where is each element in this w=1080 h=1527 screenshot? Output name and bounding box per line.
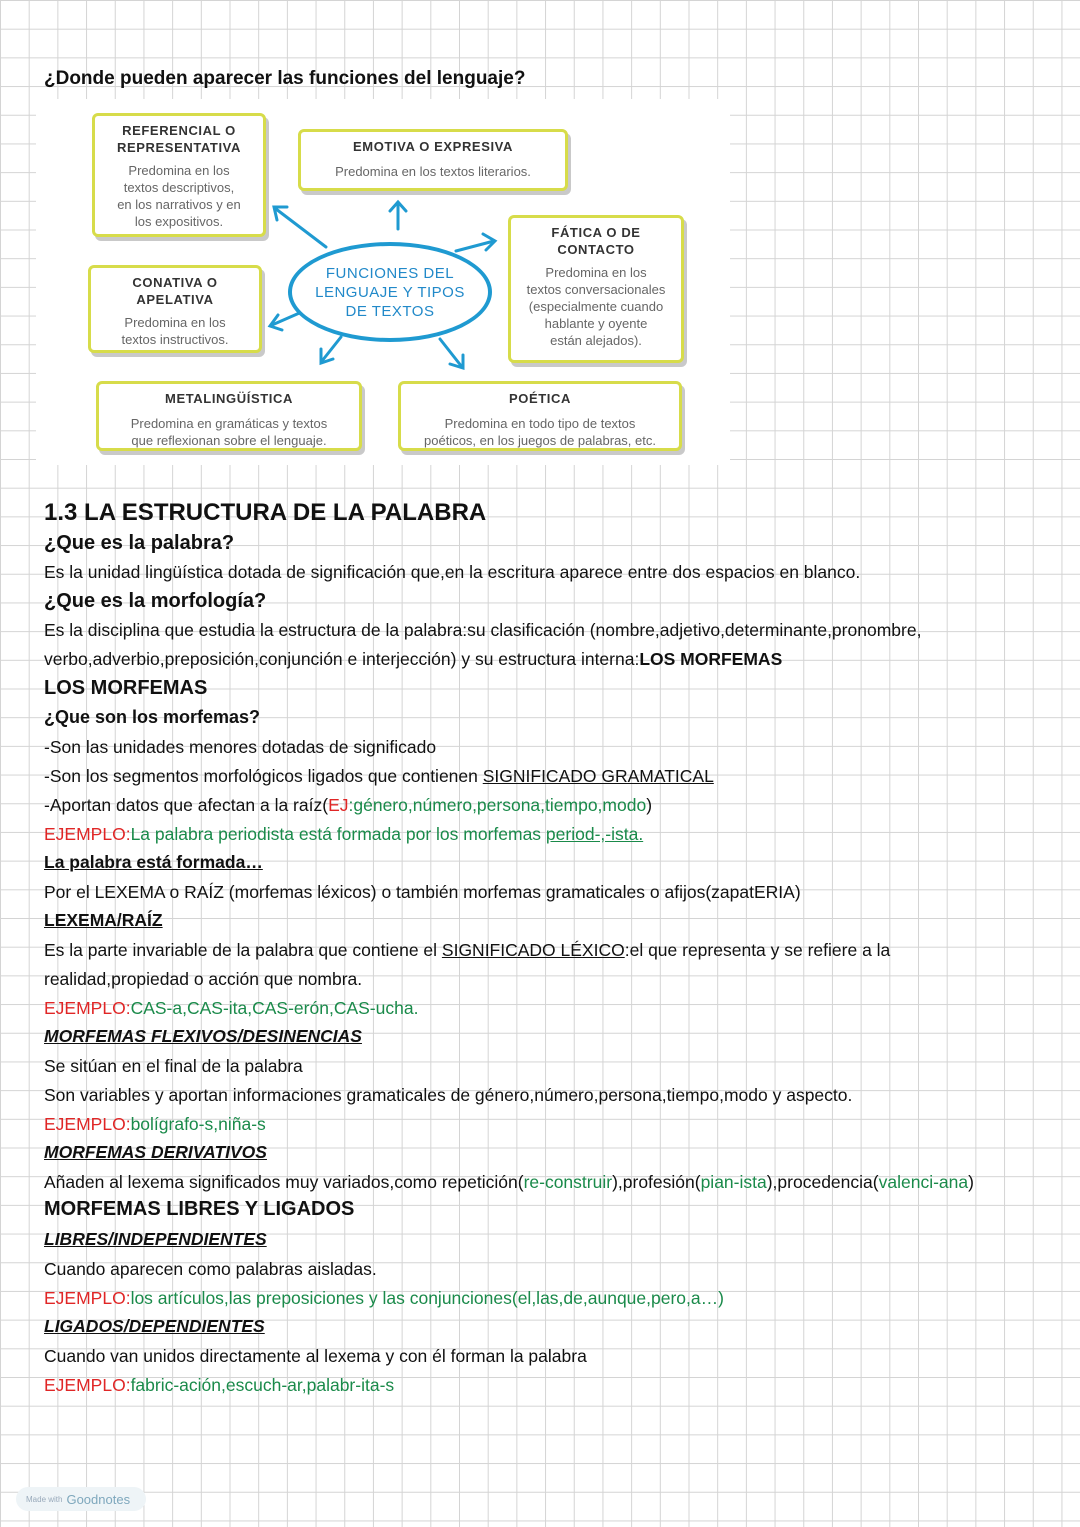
section-title: 1.3 LA ESTRUCTURA DE LA PALABRA [44,499,487,526]
box-conativa [88,265,262,353]
made-with-label: Made with [26,1494,63,1504]
q-morfemas: ¿Que son los morfemas? [44,707,261,727]
box-fatica [508,215,684,363]
der-example-1: re-construir [523,1172,613,1192]
example-1 [44,820,643,849]
lex1-post: :el que representa y se refiere a la [624,940,891,960]
lexema-line-1 [44,936,890,965]
a-morfologia-2-text: verbo,adverbio,preposición,conjunción e interjección) y su estructura interna: [44,649,640,669]
example-3 [44,1110,266,1139]
derivativos-text [44,1168,974,1197]
ex3-label: EJEMPLO: [44,1114,131,1134]
q-morfologia: ¿Que es la morfología? [44,590,267,612]
fatica-title: FÁTICA O DE CONTACTO [551,225,641,257]
der-example-3: valenci-ana [878,1172,969,1192]
ex1-underlined: period-,-ista. [545,824,644,844]
lex1-underlined: SIGNIFICADO LÉXICO [441,940,625,960]
flexivos-line-1: Se sitúan en el final de la palabra [44,1056,303,1076]
arrow-metalinguistica [322,337,341,361]
ligados-text: Cuando van unidos directamente al lexema y con él forman la palabra [44,1346,587,1366]
h-morfemas: LOS MORFEMAS [44,677,208,699]
der-example-2: pian-ista [700,1172,767,1192]
a-morfologia-2 [44,645,782,674]
example-2 [44,994,418,1023]
fatica-desc: Predomina en los textos conversacionales (especialmente cuando hablante y oyente están alejados). [526,265,666,348]
ex2-text: CAS-a,CAS-ita,CAS-erón,CAS-ucha. [130,998,419,1018]
flexivos-line-2: Son variables y aportan informaciones gramaticales de género,número,persona,tiempo,modo y aspecto. [44,1085,853,1105]
m3-values: género,número,persona,tiempo,modo [353,795,647,815]
box-metalinguistica [96,381,362,451]
m3-end: ) [646,795,653,815]
referencial-desc: Predomina en los textos descriptivos, en los narrativos y en los expositivos. [117,163,241,229]
m2-underlined: SIGNIFICADO GRAMATICAL [482,766,714,786]
m3-pre: -Aportan datos que afectan a la raíz( [44,795,329,815]
der-pre: Añaden al lexema significados muy variados,como repetición( [44,1172,524,1192]
der-mid-1: ),profesión( [612,1172,701,1192]
box-poetica [398,381,682,451]
referencial-title: REFERENCIAL O REPRESENTATIVA [117,123,241,155]
h-libres-ligados: MORFEMAS LIBRES Y LIGADOS [44,1198,355,1220]
arrow-referencial [276,209,326,247]
der-mid-2: ),procedencia( [766,1172,879,1192]
goodnotes-badge [16,1487,146,1511]
h-libres: LIBRES/INDEPENDIENTES [44,1229,267,1249]
emotiva-title: EMOTIVA O EXPRESIVA [353,139,513,154]
language-functions-diagram [36,99,730,465]
ex5-label: EJEMPLO: [44,1375,131,1395]
ex5-text: fabric-ación,escuch-ar,palabr-ita-s [130,1375,395,1395]
ex1-text: La palabra periodista está formada por los morfemas [130,824,546,844]
ex2-label: EJEMPLO: [44,998,131,1018]
h-formada: La palabra está formada… [44,852,263,872]
h-derivativos: MORFEMAS DERIVATIVOS [44,1142,267,1162]
box-emotiva [298,129,568,191]
morfemas-line-1: -Son las unidades menores dotadas de significado [44,737,437,757]
libres-text: Cuando aparecen como palabras aisladas. [44,1259,377,1279]
ex4-text: los artículos,las preposiciones y las conjunciones(el,las,de,aunque,pero,a…) [130,1288,724,1308]
formada-text: Por el LEXEMA o RAÍZ (morfemas léxicos) o también morfemas gramaticales o afijos(zapatERIA) [44,882,801,902]
ex1-label: EJEMPLO: [44,824,131,844]
center-ellipse: FUNCIONES DEL LENGUAJE Y TIPOS DE TEXTOS [288,242,492,342]
a-morfologia-1: Es la disciplina que estudia la estructura de la palabra:su clasificación (nombre,adjetivo,determinante,pronombre, [44,620,922,640]
h-lexema: LEXEMA/RAÍZ [44,910,163,930]
metalinguistica-title: METALINGÜÍSTICA [165,391,293,406]
a-morfologia-bold: LOS MORFEMAS [639,649,783,669]
poetica-desc: Predomina en todo tipo de textos poéticos, en los juegos de palabras, etc. [424,416,656,448]
morfemas-line-3 [44,791,652,820]
conativa-title: CONATIVA O APELATIVA [132,275,218,307]
lex1-pre: Es la parte invariable de la palabra que contiene el [44,940,442,960]
h-ligados: LIGADOS/DEPENDIENTES [44,1316,265,1336]
metalinguistica-desc: Predomina en gramáticas y textos que reflexionan sobre el lenguaje. [130,416,328,448]
m3-colon: : [348,795,354,815]
q-palabra: ¿Que es la palabra? [44,532,235,554]
example-4 [44,1284,724,1313]
m2-pre: -Son los segmentos morfológicos ligados que contienen [44,766,483,786]
ex3-text: bolígrafo-s,niña-s [130,1114,266,1134]
der-end: ) [968,1172,974,1192]
morfemas-line-2 [44,762,714,791]
h-flexivos: MORFEMAS FLEXIVOS/DESINENCIAS [44,1026,362,1046]
emotiva-desc: Predomina en los textos literarios. [335,164,531,179]
conativa-desc: Predomina en los textos instructivos. [121,315,229,347]
goodnotes-brand: Goodnotes [66,1491,131,1507]
m3-ej: EJ [328,795,349,815]
poetica-title: POÉTICA [509,391,571,406]
ex4-label: EJEMPLO: [44,1288,131,1308]
a-palabra: Es la unidad lingüística dotada de significación que,en la escritura aparece entre dos espacios en blanco. [44,562,861,582]
example-5 [44,1371,394,1400]
diagram-question: ¿Donde pueden aparecer las funciones del lenguaje? [44,68,526,89]
box-referencial [92,113,266,237]
lexema-line-2: realidad,propiedad o acción que nombra. [44,969,363,989]
